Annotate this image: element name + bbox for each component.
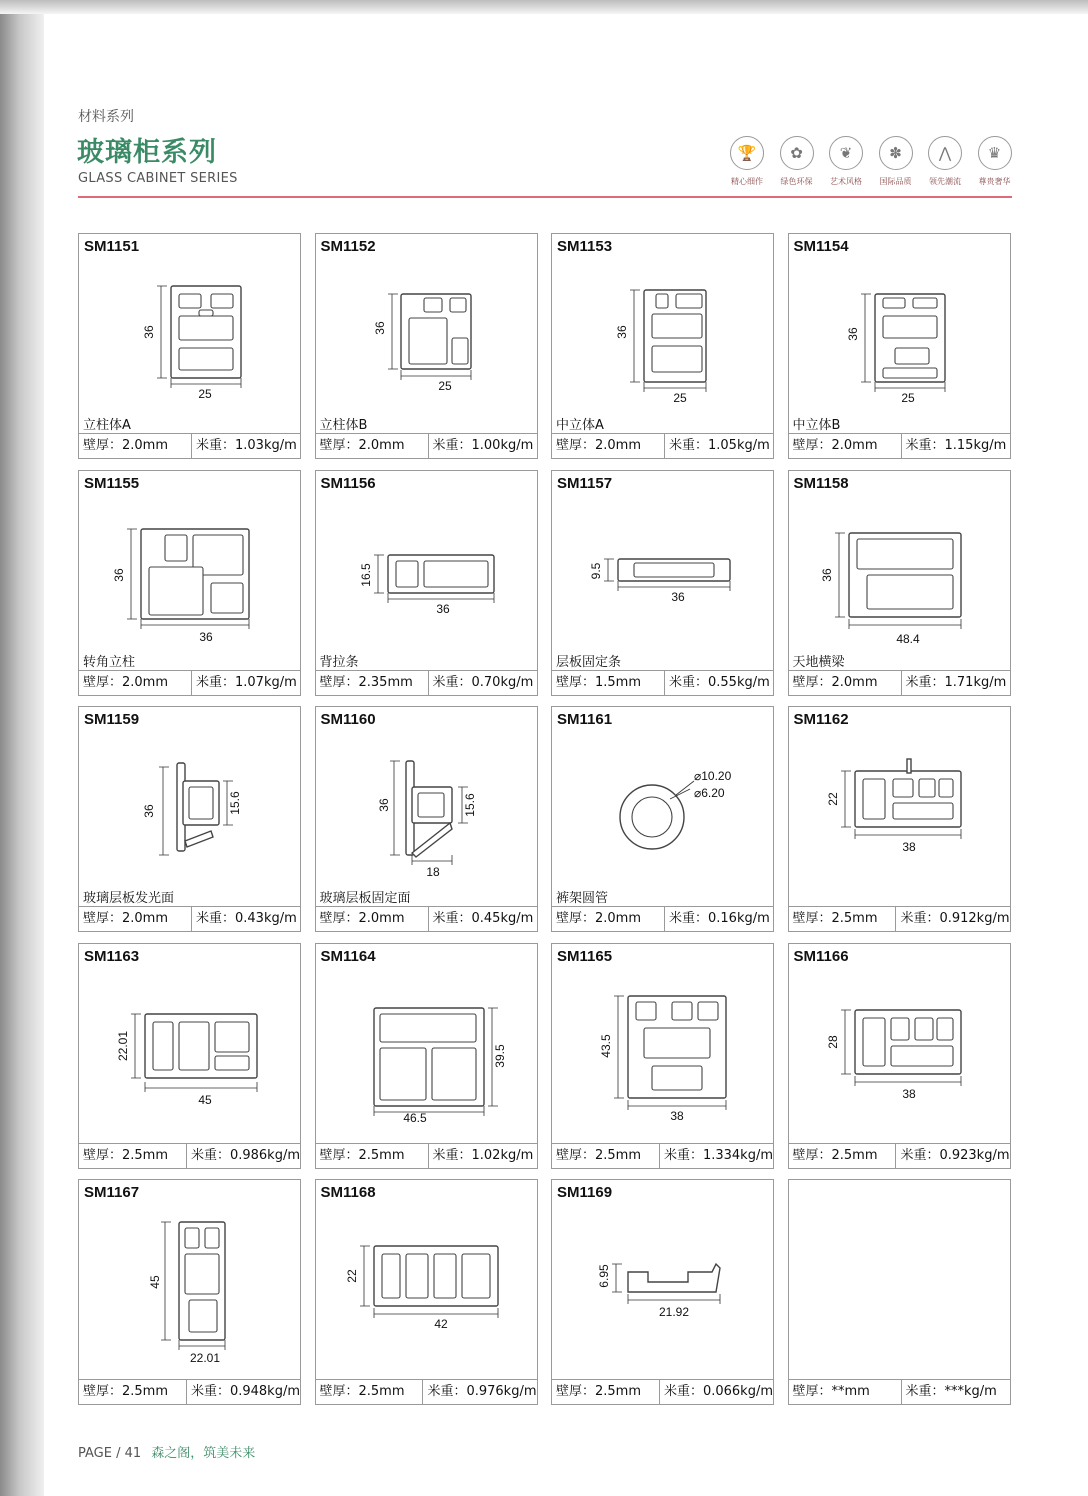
product-code: SM1168 [320, 1184, 376, 1201]
dimension-label: 38 [670, 1108, 684, 1123]
product-code: SM1164 [320, 947, 376, 965]
product-card [315, 233, 538, 459]
meter-weight: 米重：0.45kg/m [432, 911, 534, 926]
dimension-label: 36 [671, 589, 685, 604]
product-card [315, 1179, 538, 1405]
plant-icon: ❦ [829, 136, 863, 170]
product-code: SM1157 [557, 474, 613, 492]
feature-badge-label: 尊贵奢华 [978, 177, 1011, 186]
spec-row [79, 433, 300, 458]
spec-row [552, 1143, 773, 1168]
dimension-label: 6.95 [597, 1264, 611, 1288]
product-name: 转角立柱 [83, 654, 136, 670]
product-card [78, 706, 301, 932]
spec-row [316, 670, 537, 695]
meter-weight: 米重：0.976kg/m [427, 1384, 537, 1399]
dimension-label: 46.5 [402, 1110, 427, 1125]
dimension-label: 36 [372, 321, 387, 335]
feature-badge [971, 136, 1019, 187]
spec-row [79, 1379, 300, 1404]
product-code: SM1151 [84, 238, 140, 255]
profile-drawing [79, 737, 300, 887]
profile-drawing [79, 1210, 300, 1365]
page-subtitle: GLASS CABINET SERIES [78, 171, 238, 186]
profile-drawing [789, 1210, 1010, 1360]
feature-badge-label: 精心细作 [731, 177, 763, 186]
product-name: 中立体A [556, 418, 604, 433]
meter-weight: 米重：0.16kg/m [669, 911, 770, 926]
profile-drawing [316, 501, 537, 651]
profile-drawing [789, 974, 1010, 1124]
profile-drawing [552, 737, 773, 887]
dimension-label: 15.6 [462, 793, 477, 817]
dimension-label: 36 [376, 798, 391, 812]
category-label: 材料系列 [78, 109, 134, 125]
dimension-label: 16.5 [358, 562, 373, 587]
spec-row [552, 670, 773, 695]
profile-drawing [79, 974, 300, 1124]
spec-row [789, 1379, 1010, 1404]
dimension-label: 25 [900, 391, 915, 405]
wall-thickness: 壁厚：2.0mm [789, 434, 902, 458]
dimension-label: 25 [673, 391, 687, 405]
product-name: 中立体B [792, 418, 841, 433]
profile-drawing [316, 264, 537, 414]
product-code: SM1167 [84, 1184, 140, 1201]
meter-weight: 米重：1.07kg/m [196, 674, 297, 690]
wall-thickness: 壁厚：**mm [789, 1380, 902, 1404]
product-card [551, 943, 774, 1169]
product-code: SM1155 [84, 474, 140, 492]
product-card [78, 1179, 301, 1405]
wall-thickness: 壁厚：2.0mm [79, 671, 192, 695]
feature-badge [872, 136, 920, 187]
product-code: SM1159 [84, 711, 140, 728]
product-card [788, 706, 1011, 932]
product-card [78, 943, 301, 1169]
leaf-icon: ✿ [780, 136, 814, 170]
dimension-label: 36 [199, 629, 213, 644]
product-name: 玻璃层板固定面 [319, 891, 411, 906]
profile-drawing [316, 1210, 537, 1360]
product-code: SM1154 [793, 238, 849, 255]
dimension-label: 38 [901, 1086, 916, 1101]
product-card [551, 1179, 774, 1405]
wall-thickness: 壁厚：2.0mm [789, 671, 902, 695]
wall-thickness: 壁厚：2.35mm [316, 671, 429, 695]
hands-icon: ⋀ [928, 136, 962, 170]
product-code: SM1162 [793, 711, 849, 728]
feature-badge-label: 绿色环保 [780, 177, 813, 186]
product-card [788, 470, 1011, 696]
dimension-label: 38 [901, 840, 916, 854]
meter-weight: 米重：0.923kg/m [900, 1147, 1010, 1163]
dimension-label: 25 [198, 387, 212, 401]
product-card [315, 706, 538, 932]
wall-thickness: 壁厚：2.0mm [79, 907, 192, 931]
product-name: 玻璃层板发光面 [83, 891, 175, 906]
profile-drawing [789, 501, 1010, 651]
feature-badge [921, 136, 969, 187]
spec-row [552, 433, 773, 458]
dimension-label: 15.6 [228, 791, 242, 815]
header-divider [78, 196, 1012, 198]
wall-thickness: 壁厚：2.5mm [316, 1380, 424, 1404]
meter-weight: 米重：1.71kg/m [905, 674, 1007, 690]
footer-slogan: 森之阁，筑美未来 [151, 1446, 256, 1461]
meter-weight: 米重：1.15kg/m [905, 438, 1007, 453]
page-title: 玻璃柜系列 [77, 137, 217, 168]
product-card [551, 706, 774, 932]
crown-icon: ♛ [978, 136, 1012, 170]
profile-drawing [789, 264, 1010, 414]
dimension-label: 36 [615, 325, 629, 339]
product-card [788, 943, 1011, 1169]
product-code: SM1160 [320, 711, 376, 728]
product-card [788, 1179, 1011, 1405]
product-code: SM1165 [557, 947, 613, 965]
product-name: 层板固定条 [556, 654, 622, 670]
product-code: SM1158 [793, 474, 849, 492]
spec-row [79, 670, 300, 695]
dimension-label: 36 [435, 601, 450, 616]
product-card [315, 470, 538, 696]
spec-row [79, 906, 300, 931]
wall-thickness: 壁厚：2.0mm [316, 434, 429, 458]
feature-badge [822, 136, 870, 187]
product-card [315, 943, 538, 1169]
meter-weight: 米重：***kg/m [905, 1384, 997, 1399]
meter-weight: 米重：0.55kg/m [669, 674, 770, 690]
wall-thickness: 壁厚：1.5mm [552, 671, 665, 695]
profile-drawing [79, 501, 300, 651]
page-number: PAGE / 41 [78, 1446, 142, 1461]
dimension-label: 36 [819, 567, 834, 582]
dimension-label: 42 [433, 1317, 448, 1331]
profile-drawing [552, 501, 773, 651]
spec-row [79, 1143, 300, 1168]
dimension-label: 36 [142, 804, 156, 818]
dimension-label: 36 [142, 325, 156, 339]
product-grid [78, 233, 1013, 1405]
meter-weight: 米重：0.912kg/m [900, 911, 1010, 926]
product-card [551, 233, 774, 459]
meter-weight: 米重：1.03kg/m [196, 438, 297, 453]
dimension-label: 22.01 [116, 1030, 130, 1061]
dimension-label: 25 [437, 379, 452, 393]
spec-row [316, 1143, 537, 1168]
product-code: SM1161 [557, 711, 613, 728]
dimension-label: 45 [148, 1275, 162, 1289]
meter-weight: 米重：0.986kg/m [190, 1147, 300, 1163]
profile-drawing [552, 974, 773, 1124]
product-name: 背拉条 [319, 654, 359, 670]
meter-weight: 米重：1.05kg/m [669, 438, 770, 453]
product-name: 天地横梁 [792, 654, 845, 670]
product-code: SM1153 [557, 238, 613, 255]
dimension-label: 45 [198, 1092, 212, 1107]
dimension-label: ⌀10.20 [694, 769, 732, 783]
dimension-label: 18 [425, 865, 440, 879]
dimension-label: 22 [825, 792, 840, 806]
profile-drawing [552, 264, 773, 414]
product-card [551, 470, 774, 696]
globe-icon: ✽ [879, 136, 913, 170]
dimension-label: 48.4 [895, 631, 920, 646]
dimension-label: 36 [845, 327, 860, 341]
spec-row [789, 670, 1010, 695]
wall-thickness: 壁厚：2.5mm [552, 1380, 660, 1404]
page-footer [78, 1442, 255, 1461]
feature-badge [723, 136, 771, 187]
wall-thickness: 壁厚：2.0mm [316, 907, 429, 931]
product-code: SM1166 [793, 947, 849, 965]
product-code: SM1169 [557, 1184, 613, 1201]
product-name: 立柱体A [83, 418, 131, 433]
profile-drawing [789, 737, 1010, 887]
feature-badge-label: 艺术风格 [830, 177, 862, 186]
feature-badge-label: 领先潮流 [929, 177, 961, 186]
wall-thickness: 壁厚：2.5mm [79, 1144, 187, 1168]
spec-row [789, 433, 1010, 458]
wall-thickness: 壁厚：2.0mm [552, 434, 665, 458]
profile-drawing [79, 264, 300, 414]
dimension-label: 22.01 [189, 1351, 221, 1365]
wall-thickness: 壁厚：2.0mm [552, 907, 665, 931]
wall-thickness: 壁厚：2.5mm [789, 907, 897, 931]
dimension-label: ⌀6.20 [694, 786, 725, 800]
product-card [788, 233, 1011, 459]
product-card [78, 233, 301, 459]
meter-weight: 米重：1.00kg/m [432, 438, 534, 453]
product-code: SM1156 [320, 474, 376, 492]
product-name: 立柱体B [319, 418, 368, 433]
product-card [78, 470, 301, 696]
product-name: 裤架圆管 [556, 891, 609, 906]
product-code: SM1163 [84, 947, 140, 965]
dimension-label: 21.92 [658, 1305, 690, 1319]
meter-weight: 米重：0.43kg/m [196, 911, 297, 926]
dimension-label: 39.5 [492, 1043, 507, 1068]
spec-row [789, 906, 1010, 931]
wall-thickness: 壁厚：2.5mm [789, 1144, 897, 1168]
page-top-shadow [0, 0, 1088, 14]
feature-badges [723, 136, 1018, 186]
dimension-label: 36 [112, 567, 126, 582]
spec-row [316, 433, 537, 458]
wall-thickness: 壁厚：2.5mm [79, 1380, 187, 1404]
page-shadow [0, 0, 44, 1496]
wall-thickness: 壁厚：2.0mm [79, 434, 192, 458]
profile-drawing [552, 1210, 773, 1360]
feature-badge-label: 国际品质 [879, 177, 912, 186]
profile-drawing [316, 737, 537, 887]
meter-weight: 米重：0.70kg/m [432, 674, 534, 690]
feature-badge [773, 136, 821, 187]
product-code: SM1152 [320, 238, 376, 255]
meter-weight: 米重：0.066kg/m [663, 1384, 773, 1399]
meter-weight: 米重：0.948kg/m [190, 1384, 300, 1399]
trophy-icon: 🏆 [730, 136, 764, 170]
spec-row [552, 1379, 773, 1404]
dimension-label: 9.5 [589, 562, 603, 579]
dimension-label: 22 [344, 1269, 359, 1283]
spec-row [552, 906, 773, 931]
meter-weight: 米重：1.334kg/m [663, 1147, 773, 1163]
spec-row [316, 1379, 537, 1404]
dimension-label: 43.5 [599, 1033, 613, 1058]
dimension-label: 28 [825, 1034, 840, 1049]
meter-weight: 米重：1.02kg/m [432, 1147, 534, 1163]
spec-row [316, 906, 537, 931]
spec-row [789, 1143, 1010, 1168]
wall-thickness: 壁厚：2.5mm [316, 1144, 429, 1168]
wall-thickness: 壁厚：2.5mm [552, 1144, 660, 1168]
profile-drawing [316, 974, 537, 1124]
